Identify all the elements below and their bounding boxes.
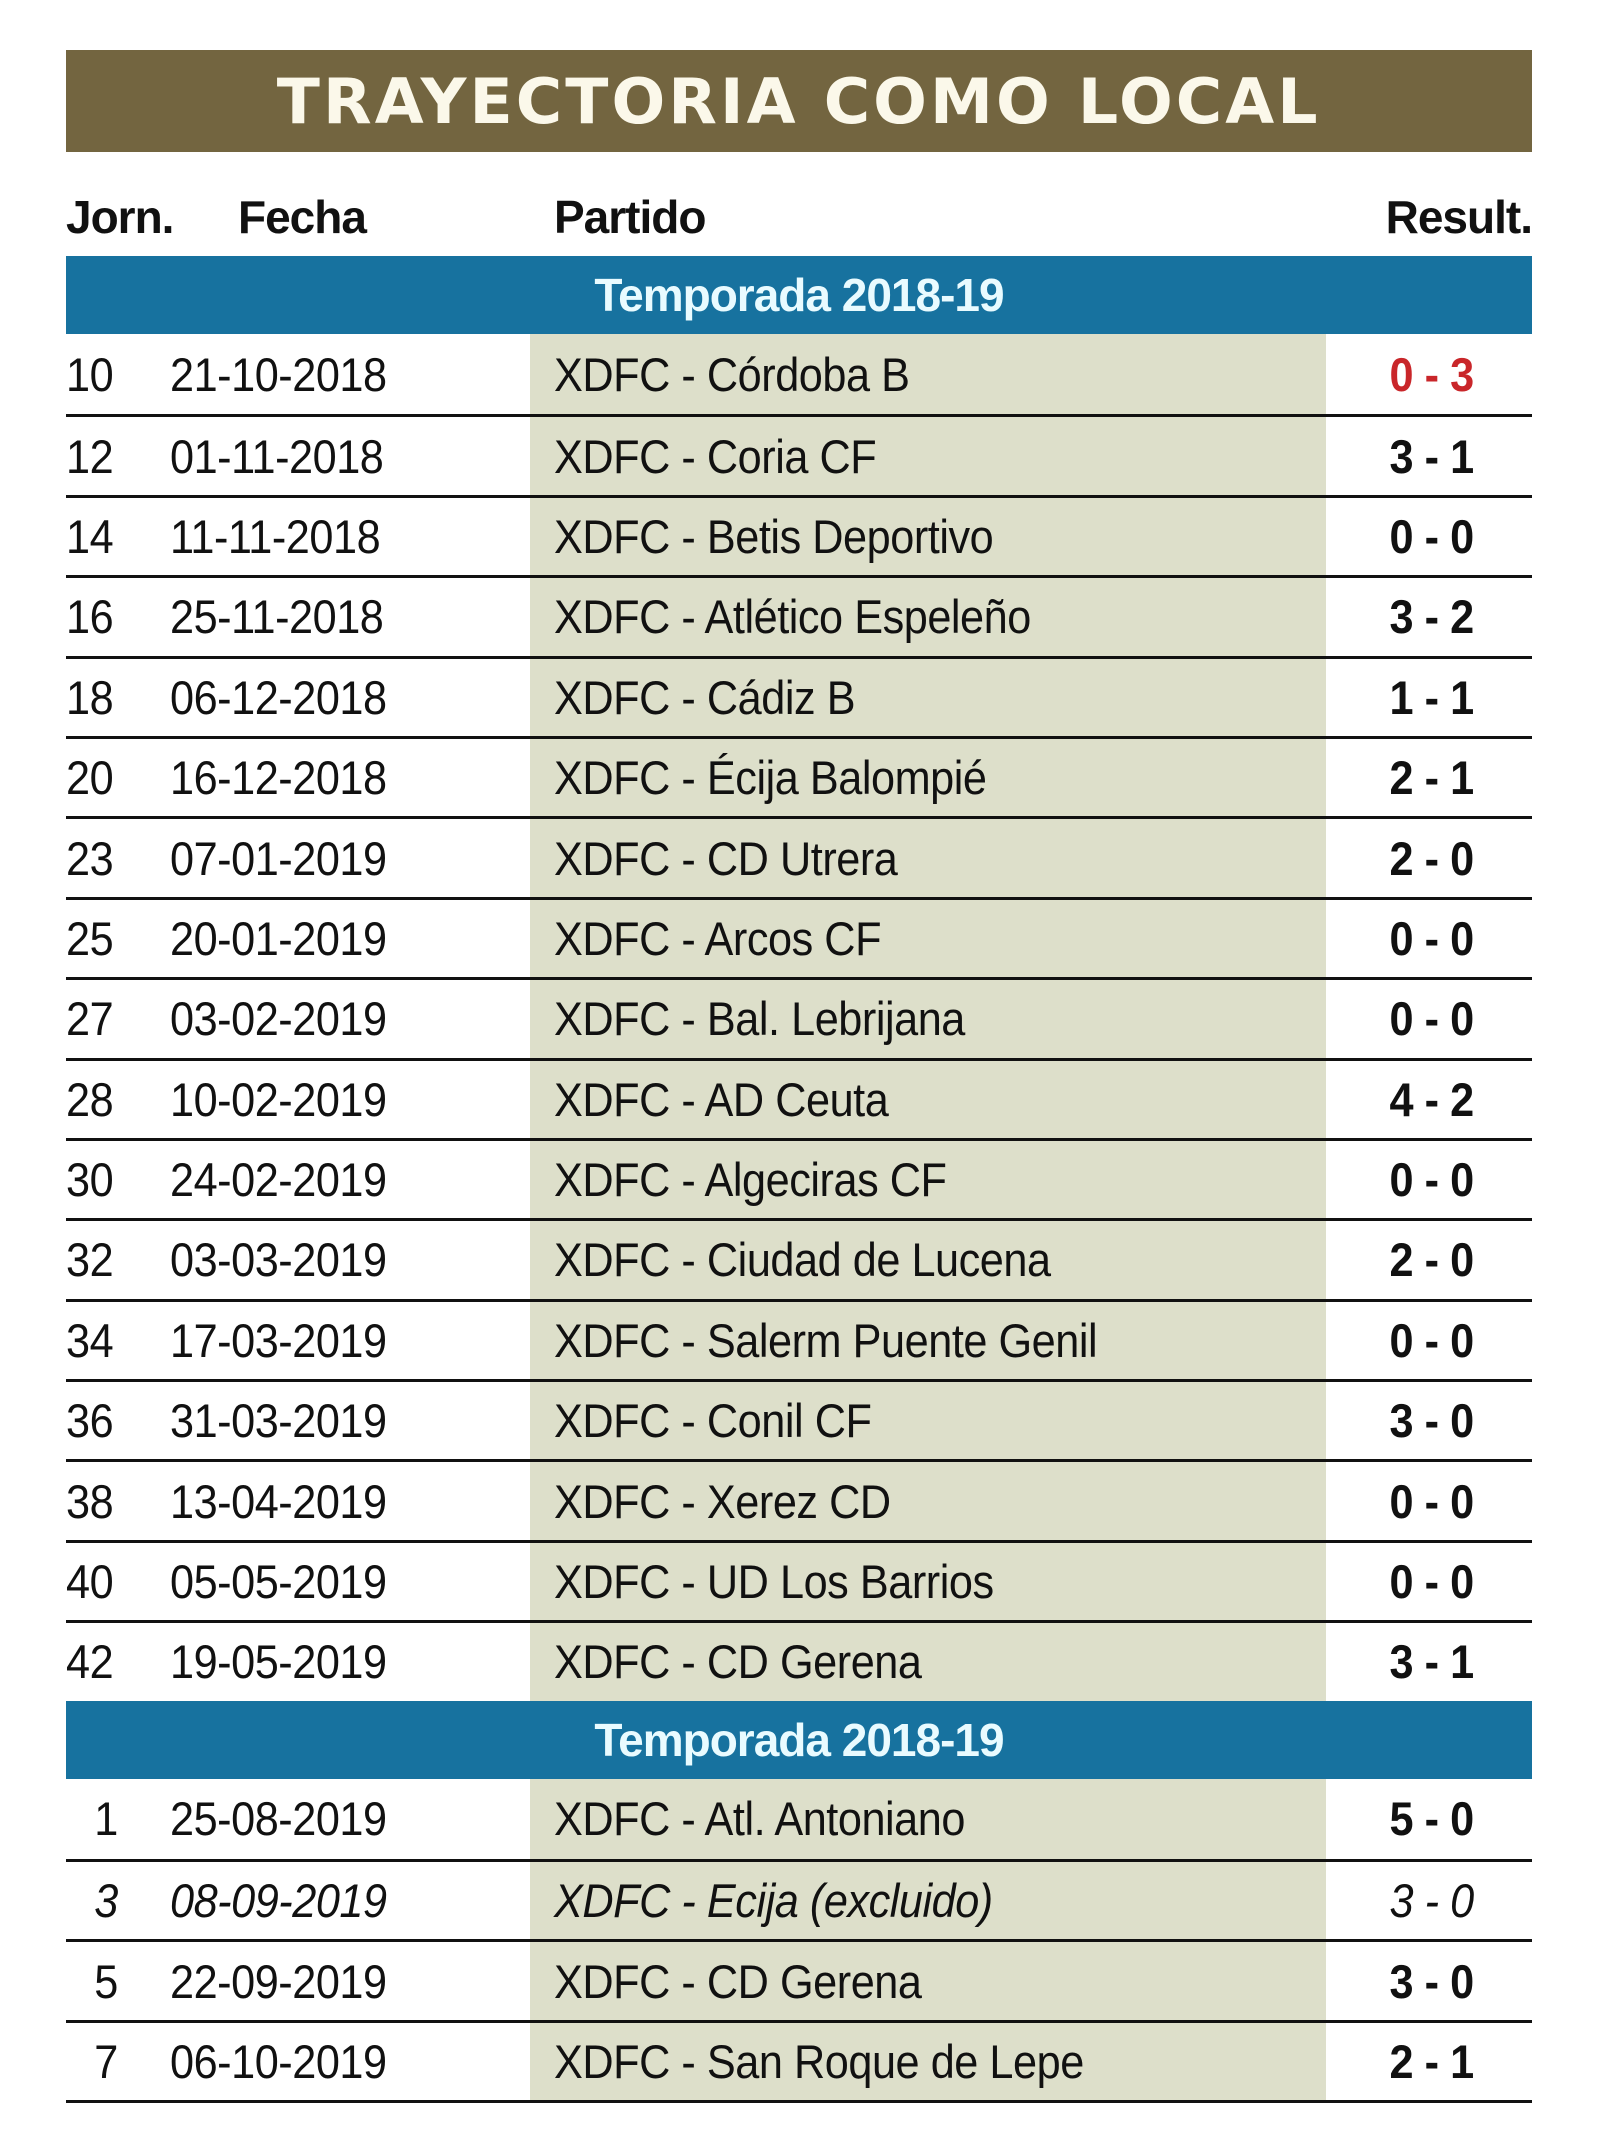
resultado-cell: 2 - 1 bbox=[1389, 2035, 1474, 2088]
resultado-cell: 2 - 0 bbox=[1389, 831, 1474, 885]
jornada-cell: 7 bbox=[94, 2035, 118, 2088]
partido-cell: XDFC - AD Ceuta bbox=[554, 1072, 889, 1126]
resultado-cell: 0 - 0 bbox=[1389, 1153, 1474, 1207]
partido-cell: XDFC - Coria CF bbox=[554, 429, 877, 483]
fecha-cell: 01-11-2018 bbox=[170, 429, 384, 483]
resultado-cell: 0 - 0 bbox=[1389, 911, 1474, 965]
fecha-cell: 07-01-2019 bbox=[170, 831, 387, 885]
partido-cell: XDFC - Córdoba B bbox=[554, 347, 910, 401]
fecha-cell: 06-10-2019 bbox=[170, 2035, 387, 2088]
fecha-cell: 31-03-2019 bbox=[170, 1394, 387, 1448]
fecha-cell: 17-03-2019 bbox=[170, 1313, 387, 1367]
fecha-cell: 25-08-2019 bbox=[170, 1792, 387, 1846]
jornada-cell: 28 bbox=[66, 1072, 114, 1126]
jornada-cell: 40 bbox=[66, 1555, 114, 1609]
partido-cell: XDFC - CD Gerena bbox=[554, 1635, 922, 1689]
resultado-cell: 2 - 0 bbox=[1389, 1233, 1474, 1287]
jornada-cell: 10 bbox=[66, 347, 114, 401]
partido-cell: XDFC - UD Los Barrios bbox=[554, 1555, 994, 1609]
fecha-cell: 03-02-2019 bbox=[170, 992, 387, 1046]
jornada-cell: 20 bbox=[66, 751, 114, 805]
partido-cell: XDFC - Atl. Antoniano bbox=[554, 1792, 965, 1846]
partido-cell: XDFC - CD Utrera bbox=[554, 831, 898, 885]
table-body bbox=[66, 256, 1532, 2100]
resultado-cell: 0 - 0 bbox=[1389, 1555, 1474, 1609]
season-header bbox=[66, 256, 1532, 334]
table-row bbox=[66, 1138, 1532, 1218]
fecha-cell: 06-12-2018 bbox=[170, 670, 387, 724]
jornada-cell: 25 bbox=[66, 911, 114, 965]
table-row bbox=[66, 495, 1532, 575]
partido-cell: XDFC - Betis Deportivo bbox=[554, 509, 994, 563]
jornada-cell: 30 bbox=[66, 1153, 114, 1207]
table-row bbox=[66, 2020, 1532, 2100]
jornada-cell: 36 bbox=[66, 1394, 114, 1448]
jornada-cell: 1 bbox=[94, 1792, 118, 1846]
resultado-cell: 3 - 0 bbox=[1389, 1954, 1474, 2008]
table-row bbox=[66, 1459, 1532, 1539]
season-label: Temporada 2018-19 bbox=[594, 269, 1004, 321]
jornada-cell: 18 bbox=[66, 670, 114, 724]
jornada-cell: 3 bbox=[94, 1874, 118, 1928]
title-bar bbox=[66, 50, 1532, 152]
partido-cell: XDFC - Bal. Lebrijana bbox=[554, 992, 965, 1046]
resultado-cell: 3 - 0 bbox=[1389, 1874, 1474, 1928]
jornada-cell: 16 bbox=[66, 590, 114, 644]
table-row bbox=[66, 736, 1532, 816]
jornada-cell: 27 bbox=[66, 992, 114, 1046]
partido-cell: XDFC - Arcos CF bbox=[554, 911, 882, 965]
fecha-cell: 21-10-2018 bbox=[170, 347, 387, 401]
partido-cell: XDFC - CD Gerena bbox=[554, 1954, 922, 2008]
resultado-cell: 4 - 2 bbox=[1389, 1072, 1474, 1126]
resultado-cell: 3 - 0 bbox=[1389, 1394, 1474, 1448]
table-row bbox=[66, 1779, 1532, 1859]
fecha-cell: 25-11-2018 bbox=[170, 590, 384, 644]
partido-cell: XDFC - Conil CF bbox=[554, 1394, 872, 1448]
resultado-cell: 5 - 0 bbox=[1389, 1792, 1474, 1846]
partido-cell: XDFC - Ciudad de Lucena bbox=[554, 1233, 1051, 1287]
table-row bbox=[66, 816, 1532, 896]
table-title: TRAYECTORIA COMO LOCAL bbox=[277, 64, 1321, 138]
resultado-cell: 3 - 1 bbox=[1389, 429, 1474, 483]
jornada-cell: 12 bbox=[66, 429, 114, 483]
jornada-cell: 5 bbox=[94, 1954, 118, 2008]
table-row bbox=[66, 1218, 1532, 1298]
fecha-cell: 22-09-2019 bbox=[170, 1954, 387, 2008]
table-row bbox=[66, 1939, 1532, 2019]
column-header-fecha: Fecha bbox=[238, 191, 366, 243]
fecha-cell: 03-03-2019 bbox=[170, 1233, 387, 1287]
partido-cell: XDFC - Écija Balompié bbox=[554, 751, 987, 805]
jornada-cell: 42 bbox=[66, 1635, 114, 1689]
partido-cell: XDFC - Salerm Puente Genil bbox=[554, 1313, 1098, 1367]
fecha-cell: 19-05-2019 bbox=[170, 1635, 387, 1689]
table-row bbox=[66, 977, 1532, 1057]
resultado-cell: 0 - 0 bbox=[1389, 1313, 1474, 1367]
resultado-cell: 3 - 2 bbox=[1389, 590, 1474, 644]
bottom-rule bbox=[66, 2100, 1532, 2103]
resultado-cell: 1 - 1 bbox=[1389, 670, 1474, 724]
jornada-cell: 32 bbox=[66, 1233, 114, 1287]
partido-cell: XDFC - Algeciras CF bbox=[554, 1153, 947, 1207]
fecha-cell: 10-02-2019 bbox=[170, 1072, 387, 1126]
resultado-cell: 2 - 1 bbox=[1389, 751, 1474, 805]
fecha-cell: 08-09-2019 bbox=[170, 1874, 387, 1928]
fecha-cell: 11-11-2018 bbox=[170, 509, 381, 563]
fecha-cell: 24-02-2019 bbox=[170, 1153, 387, 1207]
table-row bbox=[66, 1058, 1532, 1138]
partido-cell: XDFC - Cádiz B bbox=[554, 670, 856, 724]
table-row bbox=[66, 1540, 1532, 1620]
column-header-row bbox=[66, 152, 1532, 256]
column-header-partido: Partido bbox=[554, 191, 706, 243]
home-record-table bbox=[66, 50, 1532, 2103]
fecha-cell: 16-12-2018 bbox=[170, 751, 387, 805]
table-row bbox=[66, 656, 1532, 736]
column-header-jornada: Jorn. bbox=[66, 191, 174, 243]
jornada-cell: 38 bbox=[66, 1474, 114, 1528]
partido-cell: XDFC - Atlético Espeleño bbox=[554, 590, 1031, 644]
resultado-cell: 3 - 1 bbox=[1389, 1635, 1474, 1689]
resultado-cell: 0 - 0 bbox=[1389, 509, 1474, 563]
table-row bbox=[66, 1379, 1532, 1459]
partido-cell: XDFC - Xerez CD bbox=[554, 1474, 891, 1528]
table-row bbox=[66, 334, 1532, 414]
table-row bbox=[66, 1620, 1532, 1700]
fecha-cell: 20-01-2019 bbox=[170, 911, 387, 965]
table-row bbox=[66, 1859, 1532, 1939]
season-header bbox=[66, 1701, 1532, 1779]
column-header-resultado: Result. bbox=[1385, 191, 1532, 243]
jornada-cell: 34 bbox=[66, 1313, 114, 1367]
jornada-cell: 23 bbox=[66, 831, 114, 885]
partido-cell: XDFC - Ecija (excluido) bbox=[554, 1874, 993, 1928]
resultado-cell: 0 - 3 bbox=[1389, 347, 1474, 401]
table-row bbox=[66, 1299, 1532, 1379]
resultado-cell: 0 - 0 bbox=[1389, 992, 1474, 1046]
fecha-cell: 13-04-2019 bbox=[170, 1474, 387, 1528]
fecha-cell: 05-05-2019 bbox=[170, 1555, 387, 1609]
partido-cell: XDFC - San Roque de Lepe bbox=[554, 2035, 1084, 2088]
table-row bbox=[66, 897, 1532, 977]
table-row bbox=[66, 575, 1532, 655]
table-row bbox=[66, 414, 1532, 494]
season-label: Temporada 2018-19 bbox=[594, 1713, 1004, 1766]
jornada-cell: 14 bbox=[66, 509, 114, 563]
resultado-cell: 0 - 0 bbox=[1389, 1474, 1474, 1528]
